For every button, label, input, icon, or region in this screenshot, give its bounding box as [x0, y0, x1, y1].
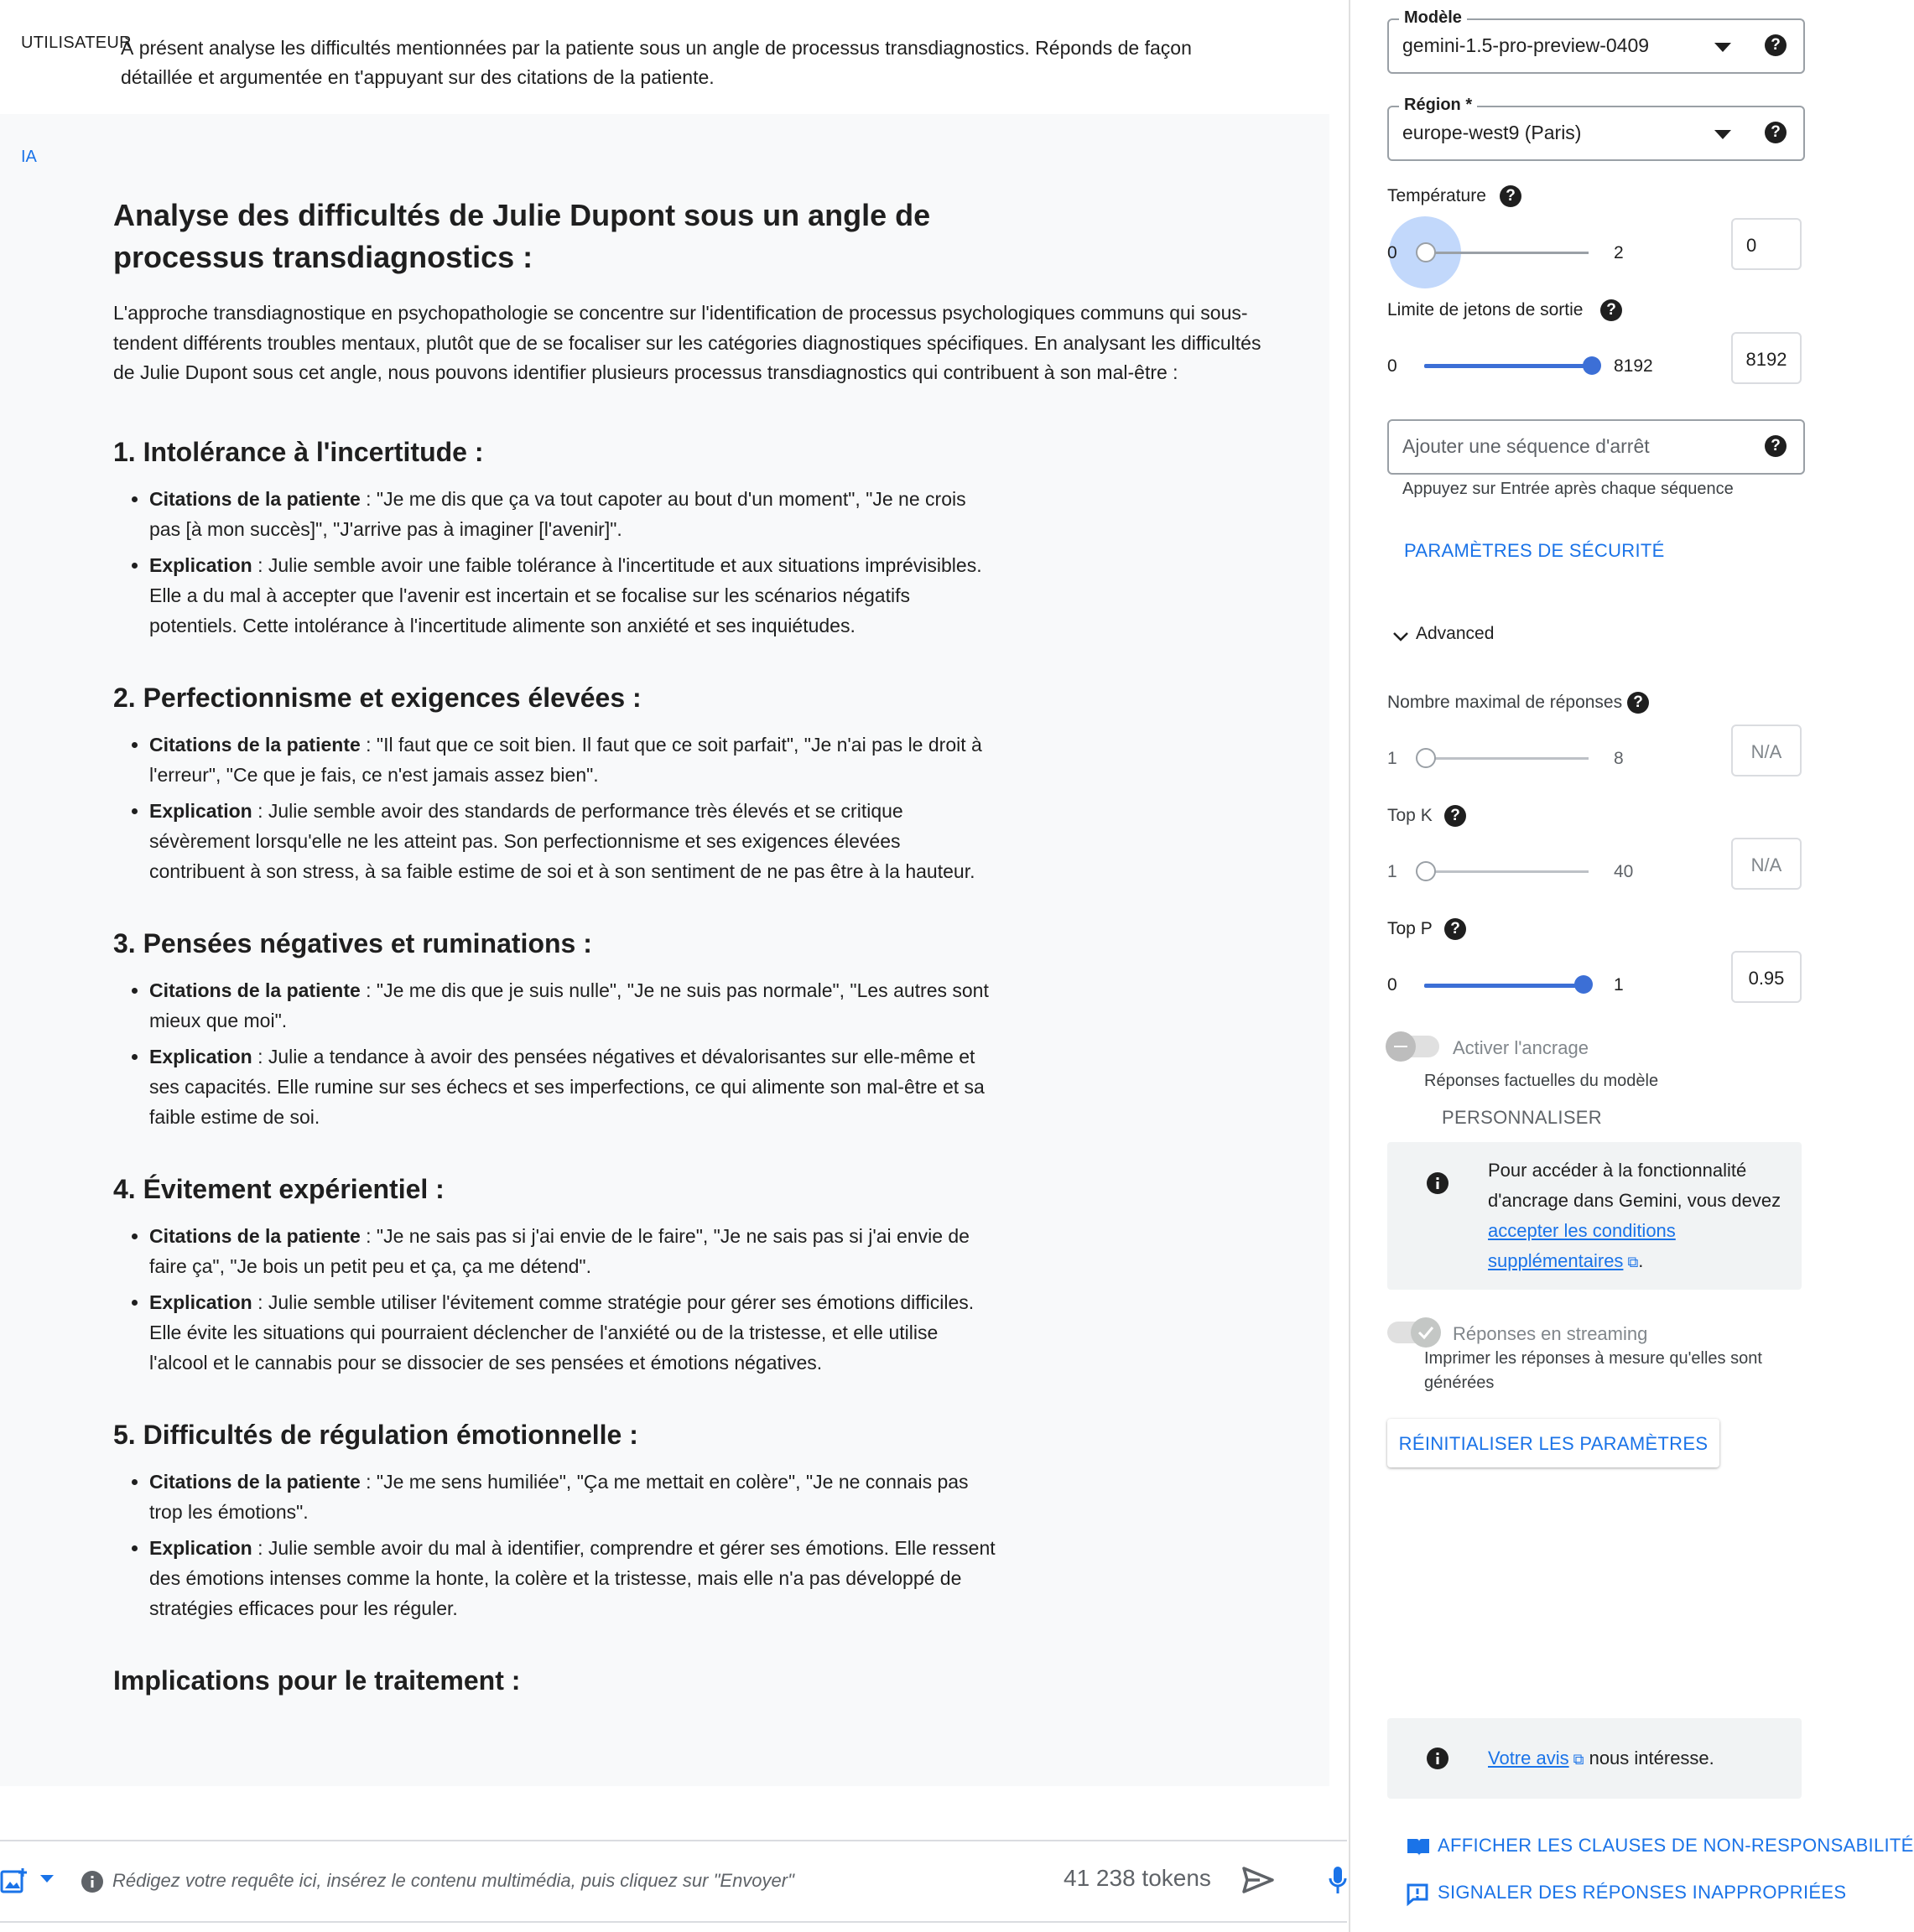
response-title: Analyse des difficultés de Julie Dupont sous un angle de processus transdiagnostics :	[113, 198, 931, 274]
help-icon[interactable]: ?	[1765, 435, 1787, 457]
chevron-down-icon	[1714, 43, 1731, 52]
streaming-label: Réponses en streaming	[1453, 1323, 1648, 1344]
help-icon[interactable]: ?	[1765, 34, 1787, 56]
toggle-knob	[1386, 1031, 1416, 1062]
model-value: gemini-1.5-pro-preview-0409	[1402, 34, 1650, 56]
grounding-notice	[1387, 1142, 1802, 1290]
user-message-text: À présent analyse les difficultés mentionnées par la patiente sous un angle de processus transdiagnostics. Réponds de façon détaillée et argumentée en t'appuyant sur des citations de la patiente.	[121, 37, 1192, 88]
quote-item: • Citations de la patiente : "Je me dis que ça va tout capoter au bout d'un moment", "Je ne crois pas [à mon succès]", "J'arrive pas à imaginer [l'avenir]".	[149, 484, 996, 544]
quote-item: • Citations de la patiente : "Je ne sais pas si j'ai envie de le faire", "Je ne sais pas si j'ai envie de faire ça", "Je bois un petit peu et ça, ça me détend".	[149, 1221, 996, 1281]
top-k-thumb[interactable]	[1416, 861, 1436, 881]
model-select[interactable]	[1387, 8, 1805, 74]
grounding-toggle[interactable]	[1387, 1036, 1439, 1057]
section-heading-cutoff: Implications pour le traitement :	[113, 1665, 521, 1696]
accept-terms-link[interactable]: accepter les conditions supplémentaires	[1488, 1220, 1676, 1271]
grounding-label: Activer l'ancrage	[1453, 1037, 1589, 1058]
user-message	[0, 0, 1342, 114]
top-k-min: 1	[1387, 862, 1397, 881]
max-responses-thumb[interactable]	[1416, 748, 1436, 768]
quote-item: • Citations de la patiente : "Il faut que ce soit bien. Il faut que ce soit parfait", "Je n'ai pas le droit à l'erreur", "Ce que je fais, ce n'est jamais assez bien".	[149, 730, 996, 790]
report-responses-link[interactable]: SIGNALER DES RÉPONSES INAPPROPRIÉES	[1438, 1882, 1847, 1903]
explanation-item: • Explication : Julie semble avoir une faible tolérance à l'incertitude et aux situations imprévisibles. Elle a du mal à accepter que l'avenir est incertain et se focalise sur les scénarios négatifs potentiels. Cette intolérance à l'incertitude alimente son anxiété et ses inquiétudes.	[149, 550, 996, 641]
prompt-bar	[0, 1840, 1347, 1923]
external-link-icon: ⧉	[1623, 1254, 1639, 1270]
max-tokens-label: Limite de jetons de sortie	[1387, 300, 1584, 319]
temperature-thumb[interactable]	[1416, 242, 1436, 262]
response-section	[113, 435, 1279, 641]
model-label: Modèle	[1399, 8, 1467, 28]
top-p-thumb[interactable]	[1574, 975, 1593, 994]
top-k-track[interactable]	[1424, 870, 1589, 873]
max-responses-label: Nombre maximal de réponses	[1387, 693, 1623, 712]
temperature-track[interactable]	[1424, 252, 1589, 254]
reset-settings-button[interactable]: RÉINITIALISER LES PARAMÈTRES	[1387, 1419, 1719, 1467]
top-k-label: Top K	[1387, 806, 1433, 825]
stop-sequence-hint: Appuyez sur Entrée après chaque séquence	[1402, 480, 1734, 498]
stop-sequence-placeholder: Ajouter une séquence d'arrêt	[1402, 435, 1650, 457]
check-icon	[1417, 1325, 1434, 1340]
streaming-sub: Imprimer les réponses à mesure qu'elles sont générées	[1424, 1349, 1762, 1392]
role-label-user: UTILISATEUR	[21, 34, 132, 52]
top-p-input[interactable]: 0.95	[1731, 951, 1802, 1003]
temperature-input[interactable]: 0	[1731, 218, 1802, 270]
settings-panel	[1349, 0, 1914, 1932]
help-icon[interactable]: ?	[1627, 692, 1649, 714]
report-icon	[1406, 1883, 1429, 1906]
prompt-input[interactable]	[111, 1862, 953, 1900]
customize-button[interactable]: PERSONNALISER	[1442, 1107, 1602, 1128]
section-heading: 2. Perfectionnisme et exigences élevées :	[113, 682, 642, 713]
safety-settings-link[interactable]: PARAMÈTRES DE SÉCURITÉ	[1404, 540, 1665, 561]
max-tokens-track[interactable]	[1424, 364, 1589, 368]
response-section	[113, 1418, 1279, 1623]
grounding-sub: Réponses factuelles du modèle	[1424, 1072, 1659, 1090]
feedback-link[interactable]: Votre avis	[1488, 1748, 1569, 1768]
section-list	[113, 975, 996, 1132]
book-icon	[1406, 1836, 1431, 1858]
region-label: Région *	[1399, 96, 1477, 115]
ai-response-body	[113, 195, 1279, 1697]
external-link-icon: ⧉	[1568, 1751, 1584, 1768]
max-tokens-min: 0	[1387, 356, 1397, 376]
help-icon[interactable]: ?	[1444, 805, 1466, 827]
stop-sequence-input[interactable]	[1387, 419, 1805, 475]
chevron-down-icon	[1392, 631, 1409, 642]
token-count: 41 238 tokens	[1064, 1865, 1211, 1891]
max-tokens-max: 8192	[1614, 356, 1653, 376]
response-section	[113, 927, 1279, 1132]
top-k-input[interactable]: N/A	[1731, 838, 1802, 890]
role-label-ai: IA	[21, 148, 37, 166]
feedback-text: Votre avis ⧉ nous intéresse.	[1488, 1748, 1714, 1768]
media-dropdown-icon[interactable]	[40, 1875, 54, 1883]
send-icon[interactable]	[1240, 1862, 1277, 1898]
top-k-max: 40	[1614, 862, 1634, 881]
top-p-label: Top P	[1387, 919, 1433, 938]
info-icon	[81, 1870, 104, 1893]
section-list	[113, 730, 996, 886]
max-responses-min: 1	[1387, 749, 1397, 768]
temperature-min: 0	[1387, 243, 1397, 262]
section-heading: 1. Intolérance à l'incertitude :	[113, 436, 484, 467]
section-list	[113, 1221, 996, 1378]
top-p-max: 1	[1614, 975, 1624, 995]
disclaimers-link[interactable]: AFFICHER LES CLAUSES DE NON-RESPONSABILITÉ	[1438, 1835, 1914, 1856]
insert-media-icon[interactable]	[0, 1867, 29, 1895]
streaming-toggle[interactable]	[1387, 1322, 1439, 1343]
ai-message	[0, 114, 1329, 1786]
max-responses-input[interactable]: N/A	[1731, 724, 1802, 776]
top-p-track[interactable]	[1424, 984, 1580, 988]
max-responses-max: 8	[1614, 749, 1624, 768]
microphone-icon[interactable]	[1329, 1865, 1347, 1895]
toggle-knob	[1411, 1317, 1441, 1348]
response-section	[113, 681, 1279, 886]
quote-item: • Citations de la patiente : "Je me dis que je suis nulle", "Je ne suis pas normale", "Les autres sont mieux que moi".	[149, 975, 996, 1036]
info-icon	[1426, 1171, 1449, 1195]
explanation-item: • Explication : Julie a tendance à avoir des pensées négatives et dévalorisantes sur elle-même et ses capacités. Elle rumine sur ses échecs et ses imperfections, ce qui alimente son mal-être et sa faible estime de soi.	[149, 1041, 996, 1132]
advanced-toggle[interactable]	[1387, 624, 1555, 649]
section-heading: 3. Pensées négatives et ruminations :	[113, 927, 592, 958]
advanced-label: Advanced	[1416, 624, 1495, 643]
max-tokens-thumb[interactable]	[1583, 356, 1601, 375]
chevron-down-icon	[1714, 130, 1731, 139]
response-section	[113, 1172, 1279, 1378]
top-p-min: 0	[1387, 975, 1397, 995]
max-tokens-input[interactable]: 8192	[1731, 332, 1802, 384]
region-select[interactable]	[1387, 96, 1805, 161]
quote-item: • Citations de la patiente : "Je me sens humiliée", "Ça me mettait en colère", "Je ne connais pas trop les émotions".	[149, 1467, 996, 1527]
temperature-max: 2	[1614, 243, 1624, 262]
response-intro: L'approche transdiagnostique en psychopathologie se concentre sur l'identification de processus psychologiques communs qui sous-tendent différents troubles mentaux, plutôt que de se focaliser sur les catégories diagnostiques spécifiques. En analysant les difficultés de Julie Dupont sous cet angle, nous pouvons identifier plusieurs processus transdiagnostics qui contribuent à son mal-être :	[113, 302, 1261, 383]
explanation-item: • Explication : Julie semble avoir du mal à identifier, comprendre et gérer ses émotions. Elle ressent des émotions intenses comme la honte, la colère et la tristesse, mais elle n'a pas développé de stratégies efficaces pour les réguler.	[149, 1533, 996, 1623]
temperature-label: Température	[1387, 186, 1486, 205]
grounding-notice-text: Pour accéder à la fonctionnalité d'ancrage dans Gemini, vous devez accepter les conditions supplémentaires ⧉.	[1488, 1160, 1781, 1271]
section-heading: 5. Difficultés de régulation émotionnelle :	[113, 1419, 638, 1450]
explanation-item: • Explication : Julie semble utiliser l'évitement comme stratégie pour gérer ses émotions difficiles. Elle évite les situations qui pourraient déclencher de l'anxiété ou de la tristesse, et elle utilise l'alcool et le cannabis pour se dissocier de ses pensées et émotions négatives.	[149, 1287, 996, 1378]
region-value: europe-west9 (Paris)	[1402, 122, 1582, 143]
help-icon[interactable]: ?	[1500, 185, 1521, 207]
section-heading: 4. Évitement expérientiel :	[113, 1173, 445, 1204]
info-icon	[1426, 1747, 1449, 1770]
explanation-item: • Explication : Julie semble avoir des standards de performance très élevés et se critique sévèrement lorsqu'elle ne les atteint pas. Son perfectionnisme et ses exigences élevées contribuent à son stress, à sa faible estime de soi et à son sentiment de ne pas être à la hauteur.	[149, 796, 996, 886]
section-list	[113, 1467, 996, 1623]
help-icon[interactable]: ?	[1765, 122, 1787, 143]
section-list	[113, 484, 996, 641]
feedback-notice	[1387, 1718, 1802, 1799]
help-icon[interactable]: ?	[1600, 299, 1622, 321]
max-responses-track[interactable]	[1424, 757, 1589, 760]
help-icon[interactable]: ?	[1444, 918, 1466, 940]
